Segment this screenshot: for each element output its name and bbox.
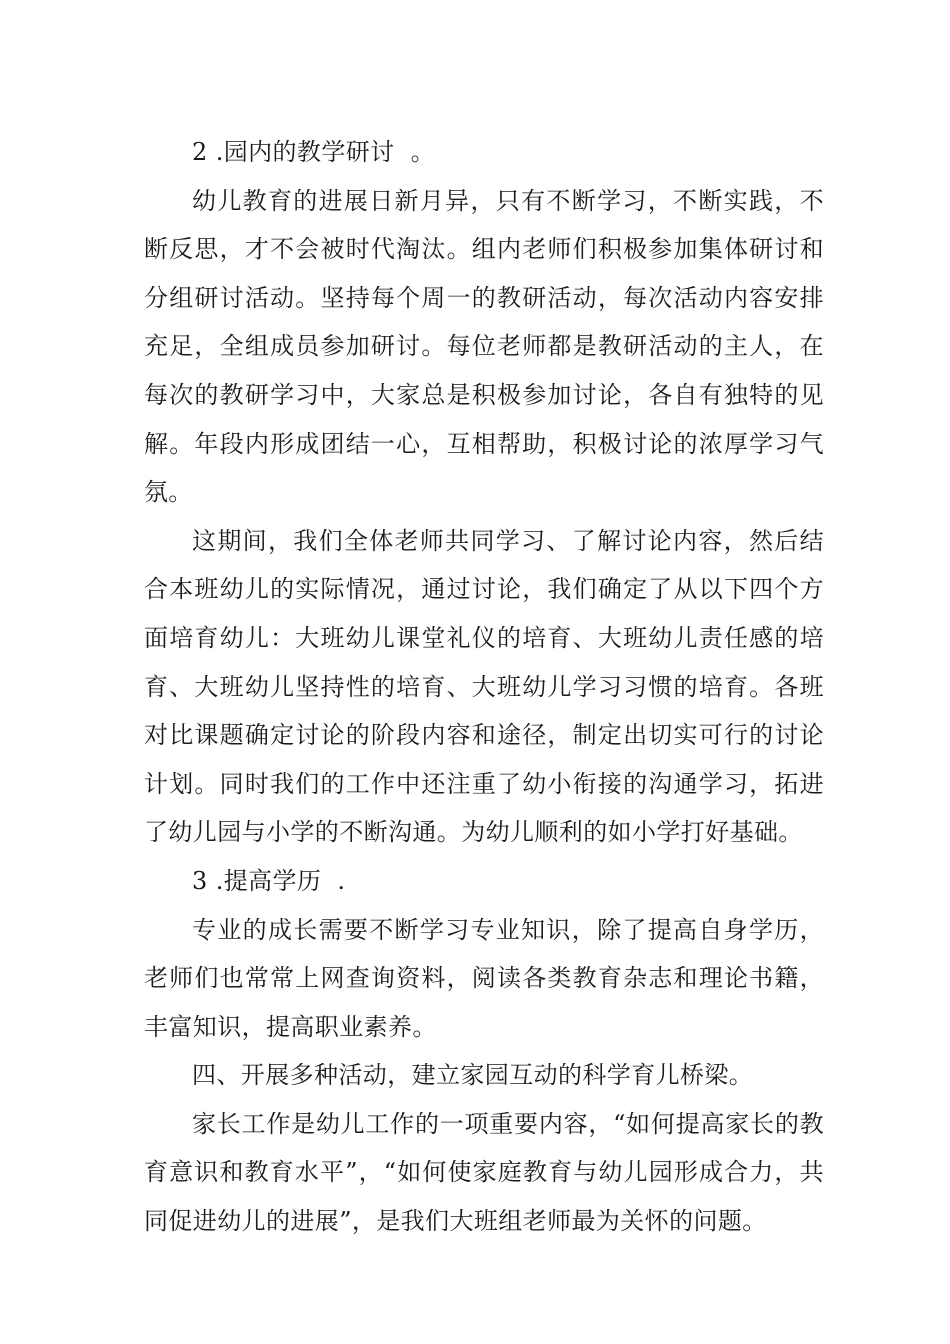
paragraph-research-activities: 幼儿教育的进展日新月异，只有不断学习，不断实践，不断反思，才不会被时代淘汰。组内老师们积极参加集体研讨和分组研讨活动。坚持每个周一的教研活动，每次活动内容安排充足，全组成员参加研讨。每位老师都是教研活动的主人，在每次的教研学习中，大家总是积极参加讨论，各自有独特的见解。年段内形成团结一心，互相帮助，积极讨论的浓厚学习气氛。 <box>144 186 824 507</box>
paragraph-professional-growth: 专业的成长需要不断学习专业知识，除了提高自身学历，老师们也常常上网查询资料，阅读各类教育杂志和理论书籍，丰富知识，提高职业素养。 <box>144 915 824 1041</box>
section-heading-home-school: 四、开展多种活动，建立家园互动的科学育儿桥梁。 <box>192 1061 754 1090</box>
paragraph-parent-work: 家长工作是幼儿工作的一项重要内容，“如何提高家长的教育意识和教育水平”，“如何使家庭教育与幼儿园形成合力，共同促进幼儿的进展”，是我们大班组老师最为关怀的问题。 <box>144 1109 824 1236</box>
section-heading-teaching-research: 2 .园内的教学研讨 。 <box>192 138 435 166</box>
paragraph-research-plan: 这期间，我们全体老师共同学习、了解讨论内容，然后结合本班幼儿的实际情况，通过讨论，我们确定了从以下四个方面培育幼儿：大班幼儿课堂礼仪的培育、大班幼儿责任感的培育、大班幼儿坚持性的培育、大班幼儿学习习惯的培育。各班对比课题确定讨论的阶段内容和途径，制定出切实可行的讨论计划。同时我们的工作中还注重了幼小衔接的沟通学习，拓进了幼儿园与小学的不断沟通。为幼儿顺利的如小学打好基础。 <box>144 526 824 847</box>
document-body <box>144 128 824 1246</box>
section-heading-education-level: 3 .提高学历 . <box>192 866 346 895</box>
